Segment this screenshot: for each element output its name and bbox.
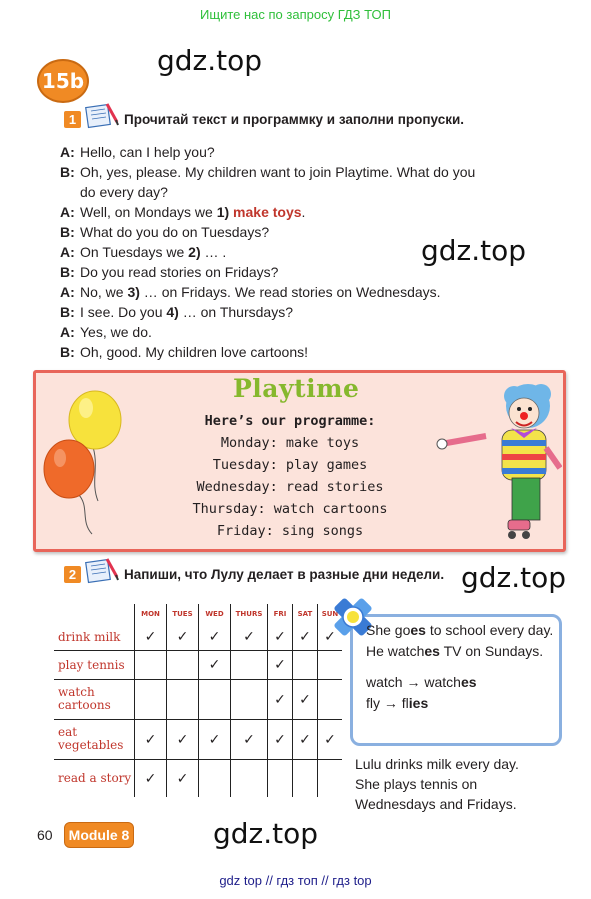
line-text: … . [200,244,227,260]
notebook-pencil-icon [83,555,123,585]
check-cell [318,759,343,797]
check-cell: ✓ [268,719,293,759]
line-text: … on Thursdays? [178,304,293,320]
dialog-line [60,242,510,262]
line-text: Well, on Mondays we [80,204,217,220]
rule-ending: es [460,674,477,690]
dialog-line [60,222,510,242]
rule-sentence [366,620,553,641]
line-text: No, we [80,284,128,300]
example-line: Lulu drinks milk every day. [355,756,519,772]
programme-heading: Here’s our programme: [204,413,376,429]
check-cell: ✓ [318,719,343,759]
table-row [54,624,342,650]
activity-label: eat vegetables [54,719,135,759]
dialog-line [60,302,510,322]
task-number: 1 [64,111,81,128]
lesson-badge: 15b [37,59,89,103]
rule-text: fly → fl [366,695,409,711]
watermark: gdz.top [421,234,527,267]
dialog-line [60,182,510,202]
rule-form [366,672,553,693]
notebook-pencil-icon [83,100,123,130]
gap-number: 4) [166,304,179,320]
line-text: On Tuesdays we [80,244,189,260]
check-cell: ✓ [167,719,199,759]
check-cell [231,759,268,797]
line-text: Do you read stories on Fridays? [80,264,279,280]
speaker: B: [60,224,75,240]
playtime-title: Playtime [233,374,360,403]
clown-illustration [436,378,562,548]
check-cell: ✓ [167,759,199,797]
speaker: B: [60,164,75,180]
programme-item: Thursday: watch cartoons [192,501,388,517]
programme-item: Friday: sing songs [216,523,364,539]
check-cell [167,650,199,679]
activity-label: watch cartoons [54,679,135,719]
footer-links: gdz top // гдз топ // гдз top [219,873,372,888]
speaker [60,182,80,202]
day-header: WED [199,604,231,624]
check-cell [199,759,231,797]
programme-item: Tuesday: play games [212,457,368,473]
line-text: Oh, yes, please. My children want to join Playtime. What do you [80,164,476,180]
check-cell: ✓ [135,759,167,797]
programme-list [190,410,390,542]
speaker: A: [60,204,75,220]
check-cell: ✓ [135,624,167,650]
dialog-line [60,322,510,342]
dialog-line [60,202,510,222]
check-cell: ✓ [199,624,231,650]
example-answer [355,754,519,814]
line-text: do every day? [80,184,168,200]
watermark: gdz.top [461,561,567,594]
speaker: B: [60,344,75,360]
rule-examples [366,620,553,714]
line-text: What do you do on Tuesdays? [80,224,270,240]
line-text: Hello, can I help you? [80,144,215,160]
rule-text: She go [366,622,411,638]
gap-number: 2) [188,244,201,260]
watermark: gdz.top [157,44,263,77]
check-cell [199,679,231,719]
activity-label: play tennis [54,650,135,679]
check-cell [231,679,268,719]
speaker: B: [60,304,75,320]
page-number: 60 [37,827,53,843]
check-cell: ✓ [167,624,199,650]
check-cell [167,679,199,719]
example-line: She plays tennis on [355,776,478,792]
dialog-line [60,142,510,162]
module-badge: Module 8 [64,822,134,848]
check-cell: ✓ [231,719,268,759]
day-header: TUES [167,604,199,624]
task-number: 2 [64,566,81,583]
check-cell [293,650,318,679]
check-cell: ✓ [268,624,293,650]
day-header: MON [135,604,167,624]
check-cell: ✓ [268,650,293,679]
task-title: Напиши, что Лулу делает в разные дни недели. [124,567,445,582]
rule-text: He watch [366,643,425,659]
day-header: SAT [293,604,318,624]
check-cell: ✓ [318,624,343,650]
dialog-line [60,162,510,182]
check-cell [231,650,268,679]
dialog-line [60,262,510,282]
day-header: THURS [231,604,268,624]
speaker: B: [60,264,75,280]
check-cell: ✓ [268,679,293,719]
task-title: Прочитай текст и программку и заполни пропуски. [124,112,465,127]
line-text: Oh, good. My children love cartoons! [80,344,309,360]
check-cell: ✓ [293,624,318,650]
speaker: A: [60,284,75,300]
example-line: Wednesdays and Fridays. [355,796,517,812]
line-text: . [301,204,306,220]
rule-ending: ies [408,695,429,711]
corner-cell [54,604,135,624]
gap-number: 3) [127,284,140,300]
rule-text: TV on Sundays. [439,643,544,659]
table-row [54,679,342,719]
rule-form [366,693,553,714]
check-cell: ✓ [231,624,268,650]
dialog [60,142,510,362]
balloons-illustration [40,386,130,541]
check-cell: ✓ [199,719,231,759]
gap-number: 1) [216,204,230,220]
line-text: … on Fridays. We read stories on Wednesdays. [139,284,441,300]
speaker: A: [60,324,75,340]
speaker: A: [60,244,75,260]
lulu-week-table [54,604,342,797]
activity-label: read a story [58,771,132,786]
check-cell [268,759,293,797]
table-row [54,719,342,759]
rule-text: watch → watch [366,674,461,690]
dialog-line [60,282,510,302]
watermark: gdz.top [213,817,319,850]
check-cell: ✓ [293,719,318,759]
check-cell [135,679,167,719]
line-text: I see. Do you [80,304,167,320]
programme-item: Wednesday: read stories [196,479,384,495]
line-text: Yes, we do. [80,324,152,340]
day-header: FRI [268,604,293,624]
speaker: A: [60,144,75,160]
answer: make toys [233,204,302,220]
table-row [54,650,342,679]
check-cell: ✓ [135,719,167,759]
table-row [54,759,342,797]
check-cell [318,679,343,719]
rule-ending: es [410,622,426,638]
top-banner: Ищите нас по запросу ГДЗ ТОП [200,7,391,22]
rule-sentence [366,641,553,662]
check-cell [318,650,343,679]
check-cell [135,650,167,679]
rule-text: to school every day. [425,622,554,638]
check-cell: ✓ [199,650,231,679]
check-cell [293,759,318,797]
dialog-line [60,342,510,362]
programme-item: Monday: make toys [220,435,360,451]
day-header: SUN [318,604,343,624]
activity-label: drink milk [54,624,135,650]
check-cell: ✓ [293,679,318,719]
rule-ending: es [424,643,440,659]
